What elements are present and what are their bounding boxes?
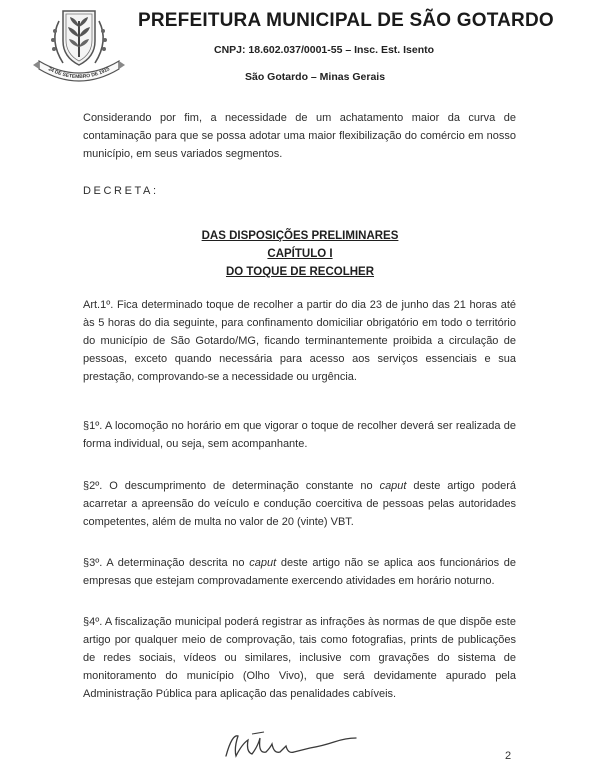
section-heading: DAS DISPOSIÇÕES PRELIMINARES: [201, 230, 399, 242]
chapter-title: DO TOQUE DE RECOLHER: [225, 266, 375, 278]
paragraph-4: §4º. A fiscalização municipal poderá registrar as infrações às normas de que dispõe este artigo por qualquer meio de comprovação, tais como fotografias, prints de publicações de redes sociais, vídeos ou similares, inclusive com gravações do sistema de monitoramento do município (Olho Vivo), que será devidamente apurado pela Administração Pública para aplicação das penalidades cabíveis.: [83, 616, 516, 700]
decreta-label: DECRETA:: [83, 185, 159, 197]
article-1-paragraph: Art.1º. Fica determinado toque de recolher a partir do dia 23 de junho das 21 horas até às 5 horas do dia seguinte, para confinamento domiciliar obrigatório em todo o território do município de São Gotardo/MG, ficando terminantemente proibida a circulação de pessoas, exceto quando necessária para acesso aos serviços essenciais e sua prestação, comprovando-se a necessidade ou urgência.: [83, 299, 516, 383]
paragraph-2: [83, 477, 516, 531]
chapter-heading: CAPÍTULO I: [267, 248, 333, 260]
intro-paragraph: Considerando por fim, a necessidade de um achatamento maior da curva de contaminação para que se possa adotar uma maior flexibilização do comércio em nosso município, em seus variados segmentos.: [83, 112, 516, 160]
paragraph-3-end: deste artigo não se aplica aos funcionários de empresas que estejam comprovadamente exercendo atividades em horário noturno.: [83, 557, 516, 587]
letterhead: [0, 0, 600, 100]
paragraph-3-start: §3º. A determinação descrita no: [83, 557, 250, 569]
location-line: São Gotardo – Minas Gerais: [245, 71, 386, 83]
handwritten-signature: [222, 726, 362, 766]
caput-term: caput: [249, 557, 277, 569]
page-number: 2: [505, 750, 512, 762]
municipality-title: PREFEITURA MUNICIPAL DE SÃO GOTARDO: [138, 10, 554, 31]
svg-text:24 DE SETEMBRO DE 1915: 24 DE SETEMBRO DE 1915: [47, 66, 111, 81]
cnpj-line: CNPJ: 18.602.037/0001-55 – Insc. Est. Isento: [214, 44, 435, 56]
caput-term: caput: [379, 480, 407, 492]
paragraph-2-end: deste artigo poderá acarretar a apreensão do veículo e condução coercitiva de pessoas pelas autoridades competentes, além de multa no valor de 20 (vinte) VBT.: [83, 480, 516, 528]
municipal-coat-of-arms-icon: [33, 7, 125, 87]
section-headings: [0, 227, 600, 281]
paragraph-3: [83, 554, 516, 590]
paragraph-2-start: §2º. O descumprimento de determinação constante no: [83, 480, 380, 492]
paragraph-1: §1º. A locomoção no horário em que vigorar o toque de recolher deverá ser realizada de forma individual, ou seja, sem acompanhante.: [83, 420, 516, 450]
